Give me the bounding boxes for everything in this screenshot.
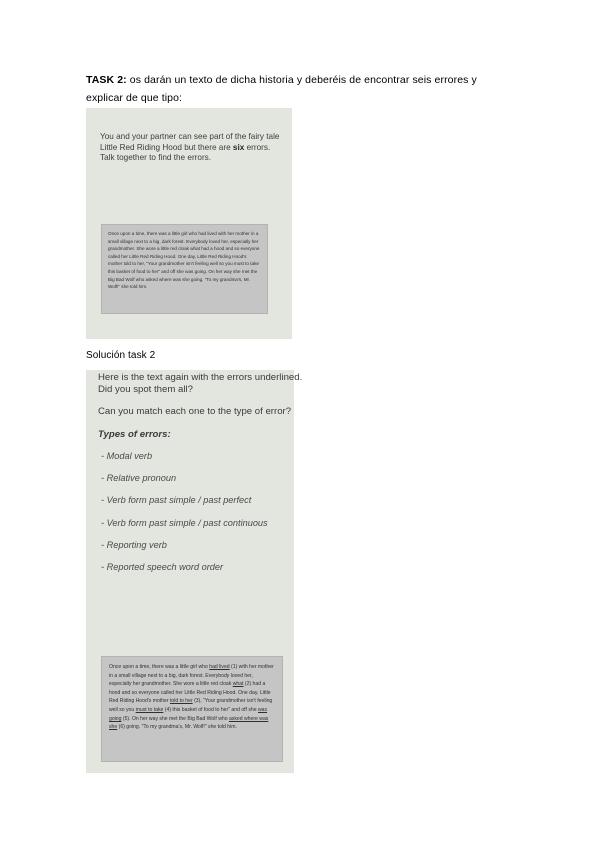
error-type-item: - Modal verb: [101, 451, 153, 461]
error-type-item: - Verb form past simple / past continuous: [101, 518, 268, 528]
story-text: (4) this basket of food to her" and off she: [163, 706, 258, 713]
error-underline: was going: [109, 706, 268, 722]
solution-line1: Here is the text again with the errors underlined.: [98, 372, 303, 383]
story-text: (1) with her mother in a small village next to a big, dark forest. Everybody loved her, especially her grandmother. She wore a little red cloak: [109, 664, 274, 688]
task2-label: TASK 2:: [86, 74, 127, 86]
story-text: (2) had a hood and so everyone called her Little Red Riding Hood. One day, Little Red Riding Hood's mother: [109, 681, 271, 705]
error-type-item: - Verb form past simple / past perfect: [101, 495, 252, 505]
intro-six: six: [232, 142, 245, 152]
intro-part1: You and your partner can see part of the fairy tale Little Red Riding Hood but there are: [100, 132, 280, 152]
types-of-errors-title: Types of errors:: [98, 429, 171, 440]
error-underline: had lived: [209, 664, 230, 670]
exercise-intro: [100, 132, 286, 164]
story-text: (6) going. "To my grandma's, Mr. Wolf!" she told him.: [117, 724, 237, 731]
story-box-underlined: [101, 656, 283, 762]
story-text: (5). On her way she met the Big Bad Wolf who: [121, 715, 229, 722]
error-type-item: - Reported speech word order: [101, 562, 224, 572]
intro-part2: errors. Talk together to find the errors.: [100, 142, 271, 162]
error-underline: what: [232, 681, 244, 688]
solution-heading: Solución task 2: [86, 350, 156, 361]
solution-image: [86, 370, 303, 773]
solution-question: Can you match each one to the type of error?: [98, 406, 292, 417]
error-type-item: - Relative pronoun: [101, 473, 177, 483]
task2-instruction: [86, 71, 516, 107]
story-box: Once upon a time, there was a little girl who had lived with her mother in a small village next to a big, dark forest. Everybody loved her, especially her grandmother. She wore a little red cloak what had a hood and so everyone called her Little Red Riding Hood. One day, Little Red Riding Hood's mother told to her, "Your grandmother isn't feeling well so you must to take this basket of food to her" and off she was going. On her way she met the Big Bad Wolf who asked where was she going. "To my grandma's, Mr. Wolf!" she told him.: [101, 224, 268, 314]
error-type-item: - Reporting verb: [101, 540, 167, 550]
exercise-image: [86, 108, 292, 339]
story-text: Once upon a time, there was a little girl who: [109, 664, 210, 670]
task2-text: os darán un texto de dicha historia y deberéis de encontrar seis errores y explicar de que tipo:: [86, 74, 477, 104]
error-underline: told to her: [170, 698, 193, 705]
solution-line2: Did you spot them all?: [98, 384, 193, 395]
error-underline: asked where was she: [109, 715, 269, 731]
story-text: (3), "Your grandmother isn't feeling well so you: [109, 698, 273, 713]
error-underline: must to take: [135, 706, 164, 713]
